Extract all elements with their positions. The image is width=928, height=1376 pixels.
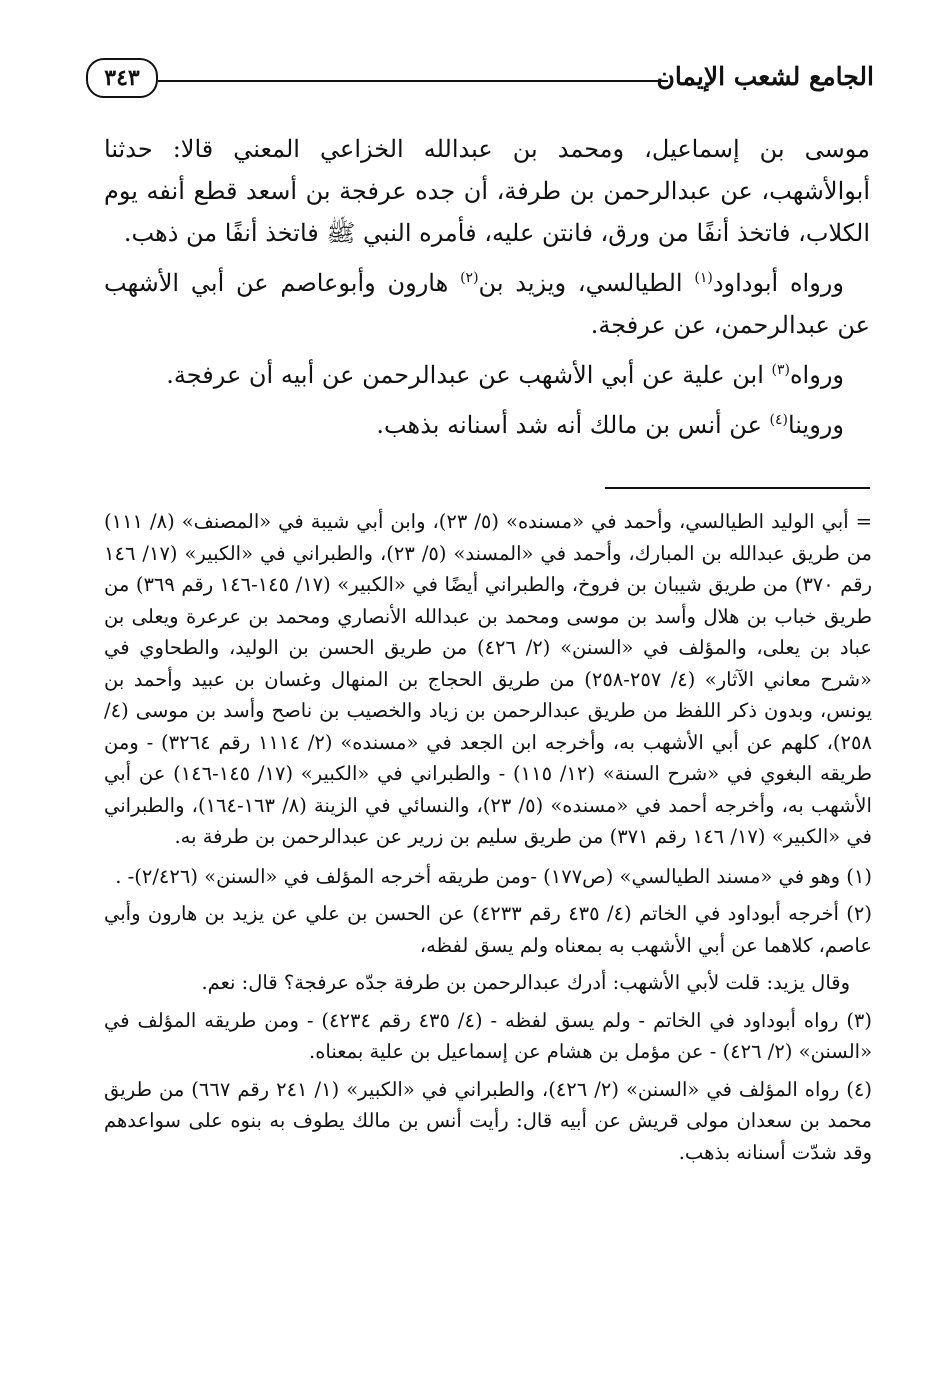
page-number: ٣٤٣ <box>86 58 158 98</box>
footnote-ref-3[interactable]: (٣) <box>771 362 790 378</box>
footnote-continued: = أبي الوليد الطيالسي، وأحمد في «مسنده» (٥/ ٢٣)، وابن أبي شيبة في «المصنف» (٨/ ١١١) من طريق عبدالله بن المبارك، وأحمد في «المسند» (٥/ ٢٣)، والطبراني في «الكبير» (١٧/ ١٤٦ رقم ٣٧٠) من طريق شيبان بن فروخ، والطبراني أيضًا في «الكبير» (١٧/ ١٤٥-١٤٦ رقم ٣٦٩) من طريق خباب بن هلال وأسد بن موسى ومحمد بن عبدالله الأنصاري ومحمد بن عرعرة ويعلى بن عباد بن يعلى، والمؤلف في «السنن» (٢/ ٤٢٦) من طريق الحسن بن الوليد، والطحاوي في «شرح معاني الآثار» (٤/ ٢٥٧-٢٥٨) من طريق الحجاج بن المنهال وغسان بن عبيد وأحمد بن يونس، وبدون ذكر اللفظ من طريق عبدالرحمن بن زياد والخصيب بن ناصح وأسد بن موسى (٤/ ٢٥٨)، كلهم عن أبي الأشهب به، وأخرجه ابن الجعد في «مسنده» (٢/ ١١١٤ رقم ٣٢٦٤) - ومن طريقه البغوي في «شرح السنة» (١٢/ ١١٥) - والطبراني في «الكبير» (١٧/ ١٤٥-١٤٦) عن أبي الأشهب به، وأخرجه أحمد في «مسنده» (٥/ ٢٣)، والنسائي في الزينة (٨/ ١٦٣-١٦٤)، والطبراني في «الكبير» (١٧/ ١٤٦ رقم ٣٧١) من طريق سليم بن زرير عن عبدالرحمن بن طرفة به. <box>104 510 872 848</box>
footnotes <box>104 506 872 1174</box>
text-segment: وروينا <box>787 411 844 439</box>
footnote-text: رواه أبوداود في الخاتم - ولم يسق لفظه - (٤/ ٤٣٥ رقم ٤٢٣٤) - ومن طريقه المؤلف في «السنن» (٢/ ٤٢٦) - عن مؤمل بن هشام عن إسماعيل بن علية بمعناه. <box>104 1008 872 1063</box>
text-segment: ابن علية عن أبي الأشهب عن عبدالرحمن عن أبيه أن عرفجة. <box>166 361 772 389</box>
footnote-number: (٢) <box>846 902 872 925</box>
header-rule <box>158 80 668 82</box>
book-title: الجامع لشعب الإيمان <box>656 62 874 91</box>
footnote-text: أخرجه أبوداود في الخاتم (٤/ ٤٣٥ رقم ٤٢٣٣) عن الحسن بن علي عن يزيد بن هارون وأبي عاصم، كلاهما عن أبي الأشهب به بمعناه ولم يسق لفظه، <box>104 902 872 957</box>
main-text <box>104 128 870 454</box>
hadith-text: موسى بن إسماعيل، ومحمد بن عبدالله الخزاعي المعني قالا: حدثنا أبوالأشهب، عن عبدالرحمن بن طرفة، أن جده عرفجة بن أسعد قطع أنفه يوم الكلاب، فاتخذ أنفًا من ورق، فانتن عليه، فأمره النبي ﷺ فاتخذ أنفًا من ذهب. <box>104 135 870 247</box>
footnote-number: (٤) <box>846 1077 872 1101</box>
footnote-number: (١) <box>846 864 872 888</box>
footnote-3 <box>104 1005 872 1068</box>
footnote-ref-4[interactable]: (٤) <box>769 412 788 428</box>
footnote-2 <box>104 898 872 961</box>
footnote-text: وقال يزيد: قلت لأبي الأشهب: أدرك عبدالرحمن بن طرفة جدّه عرفجة؟ قال: نعم. <box>201 971 850 994</box>
footnote-ref-1[interactable]: (١) <box>694 270 713 286</box>
paragraph-narration-3 <box>104 404 870 446</box>
footnote-text: وهو في «مسند الطيالسي» (ص١٧٧) -ومن طريقه أخرجه المؤلف في «السنن» (٢/٤٢٦)- . <box>115 864 847 888</box>
footnote-ref-2[interactable]: (٢) <box>460 270 479 286</box>
footnote-separator <box>605 487 870 489</box>
footnote-number: (٣) <box>846 1008 873 1032</box>
text-segment: ورواه أبوداود <box>712 269 844 297</box>
footnote-text: رواه المؤلف في «السنن» (٢/ ٤٢٦)، والطبراني في «الكبير» (١/ ٢٤١ رقم ٦٦٧) من طريق محمد بن سعدان مولى قريش عن أبيه قال: رأيت أنس بن مالك يطوف به بنوه على سواعدهم وقد شدّت أسنانه بذهب. <box>104 1077 872 1164</box>
text-segment: هارون وأبوعاصم عن أبي الأشهب عن عبدالرحمن، عن عرفجة. <box>104 269 870 339</box>
footnote-4 <box>104 1074 872 1169</box>
paragraph-narration-2 <box>104 354 870 396</box>
page-header <box>86 58 874 100</box>
footnote-1 <box>104 861 872 893</box>
text-segment: عن أنس بن مالك أنه شد أسنانه بذهب. <box>376 411 770 439</box>
text-segment: ورواه <box>789 361 844 389</box>
text-segment: الطيالسي، ويزيد بن <box>478 269 695 297</box>
footnote-2-continuation <box>104 967 872 999</box>
paragraph-narration-1 <box>104 262 870 346</box>
paragraph-hadith <box>104 128 870 254</box>
